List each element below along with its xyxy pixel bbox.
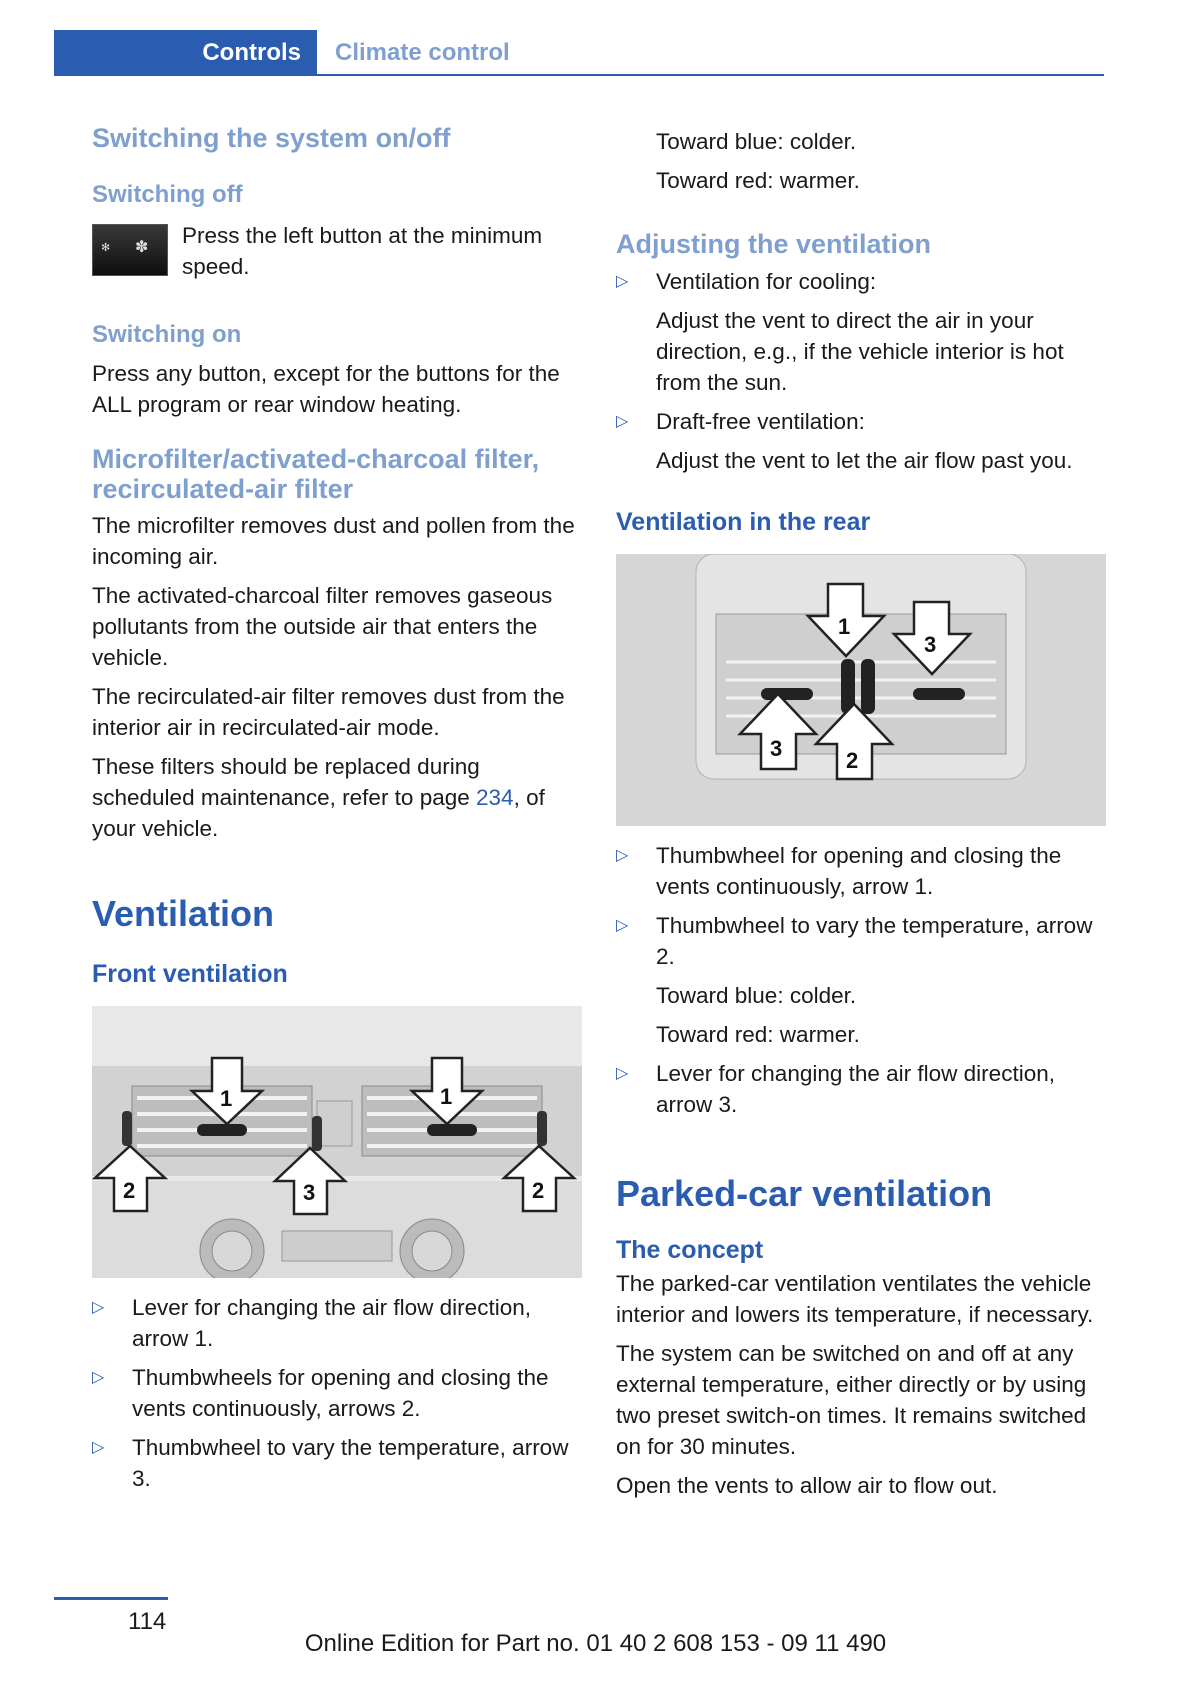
label-arrow-1-right: 1 (440, 1084, 453, 1109)
page-link[interactable]: 234 (476, 785, 514, 810)
edition-footer: Online Edition for Part no. 01 40 2 608 153 - 09 11 490 (304, 1630, 887, 1657)
triangle-right-icon: ▷ (616, 273, 629, 290)
heading-parked-car-ventilation: Parked-car ventilation (616, 1173, 993, 1214)
filter-p4-text: These filters should be replaced during scheduled maintenance, refer to page (92, 754, 480, 810)
right-column (616, 126, 1106, 1509)
triangle-right-icon: ▷ (616, 847, 629, 864)
rear-blue-text: Toward blue: colder. (656, 983, 857, 1008)
header-chapter[interactable]: Controls (202, 39, 301, 66)
triangle-right-icon: ▷ (92, 1439, 105, 1456)
rear-vent-list (616, 840, 1106, 972)
list-item: ▷ Thumbwheels for opening and closing the vents continuously, arrows 2. (92, 1362, 582, 1424)
label-arrow-1-rear: 1 (838, 614, 851, 639)
rear-red-text: Toward red: warmer. (656, 1022, 860, 1047)
rear-ventilation-figure (616, 554, 1106, 826)
filter-paragraph-4 (92, 751, 582, 844)
switch-off-text: Press the left button at the minimum speed. (182, 223, 543, 279)
heading-front-ventilation: Front ventilation (92, 960, 288, 988)
blue-colder-text: Toward blue: colder. (656, 129, 857, 154)
triangle-right-icon: ▷ (92, 1299, 105, 1316)
concept-paragraph-1: The parked-car ventilation ventilates the vehicle interior and lowers its temperature, if necessary. (616, 1271, 1094, 1327)
heading-filter: Microfilter/activated-charcoal filter, recirculated-air filter (92, 444, 540, 504)
page-number: 114 (128, 1608, 167, 1635)
fan-icon: ✽ (135, 239, 149, 256)
label-arrow-2-left: 2 (123, 1178, 136, 1203)
header-rule (54, 74, 1104, 76)
filter-paragraph-3: The recirculated-air filter removes dust from the interior air in recirculated-air mode. (92, 684, 565, 740)
footer-rule (54, 1597, 168, 1600)
switch-off-row (92, 220, 582, 282)
adjust-draft-text: Adjust the vent to let the air flow past you. (656, 448, 1073, 473)
front-vent-list (92, 1292, 582, 1494)
fan-button-image (92, 224, 168, 276)
list-item: ▷ Thumbwheel to vary the temperature, arrow 3. (92, 1432, 582, 1494)
left-column (92, 122, 582, 1502)
front-ventilation-figure (92, 1006, 582, 1278)
triangle-right-icon: ▷ (616, 1065, 629, 1082)
front-vent-illustration (92, 1006, 582, 1278)
triangle-right-icon: ▷ (616, 917, 629, 934)
list-item: ▷ Thumbwheel for opening and closing the vents continuously, arrow 1. (616, 840, 1106, 902)
list-item: ▷ Lever for changing the air flow direction, arrow 3. (616, 1058, 1106, 1120)
label-arrow-1-left: 1 (220, 1086, 233, 1111)
label-arrow-3-rear-right: 3 (924, 632, 937, 657)
label-arrow-3-rear-left: 3 (770, 736, 783, 761)
rear-vent-list-2 (616, 1058, 1106, 1120)
list-item: ▷ Ventilation for cooling: (616, 266, 1106, 297)
adjust-list-2 (616, 406, 1106, 437)
filter-paragraph-2: The activated-charcoal filter removes gaseous pollutants from the outside air that enters the vehicle. (92, 583, 553, 670)
label-arrow-3-front: 3 (303, 1180, 316, 1205)
filter-paragraph-1: The microfilter removes dust and pollen from the incoming air. (92, 513, 575, 569)
heading-ventilation: Ventilation (92, 893, 275, 934)
heading-switching-off: Switching off (92, 181, 243, 208)
heading-switching-system: Switching the system on/off (92, 123, 451, 153)
heading-rear-ventilation: Ventilation in the rear (616, 508, 871, 536)
label-arrow-2-right: 2 (532, 1178, 545, 1203)
heading-adjusting-ventilation: Adjusting the ventilation (616, 229, 931, 259)
switch-on-text: Press any button, except for the buttons for the ALL program or rear window heating. (92, 361, 560, 417)
header-section[interactable]: Climate control (335, 39, 510, 66)
concept-paragraph-3: Open the vents to allow air to flow out. (616, 1473, 998, 1498)
heading-switching-on: Switching on (92, 321, 242, 348)
adjust-list (616, 266, 1106, 297)
red-warmer-text: Toward red: warmer. (656, 168, 860, 193)
filter-p4-text-end: , of your vehicle. (92, 785, 545, 841)
list-item: ▷ Lever for changing the air flow direction, arrow 1. (92, 1292, 582, 1354)
heading-concept: The concept (616, 1236, 764, 1264)
concept-paragraph-2: The system can be switched on and off at any external temperature, either directly or by using two preset switch-on times. It remains switched on for 30 minutes. (616, 1341, 1087, 1459)
fan-icon: ✻ (101, 242, 111, 254)
triangle-right-icon: ▷ (92, 1369, 105, 1386)
label-arrow-2-rear: 2 (846, 748, 859, 773)
list-item: ▷ Draft-free ventilation: (616, 406, 1106, 437)
list-item: ▷ Thumbwheel to vary the temperature, arrow 2. (616, 910, 1106, 972)
triangle-right-icon: ▷ (616, 413, 629, 430)
rear-vent-illustration (616, 554, 1106, 826)
adjust-cooling-text: Adjust the vent to direct the air in your direction, e.g., if the vehicle interior is hot from the sun. (656, 308, 1064, 395)
